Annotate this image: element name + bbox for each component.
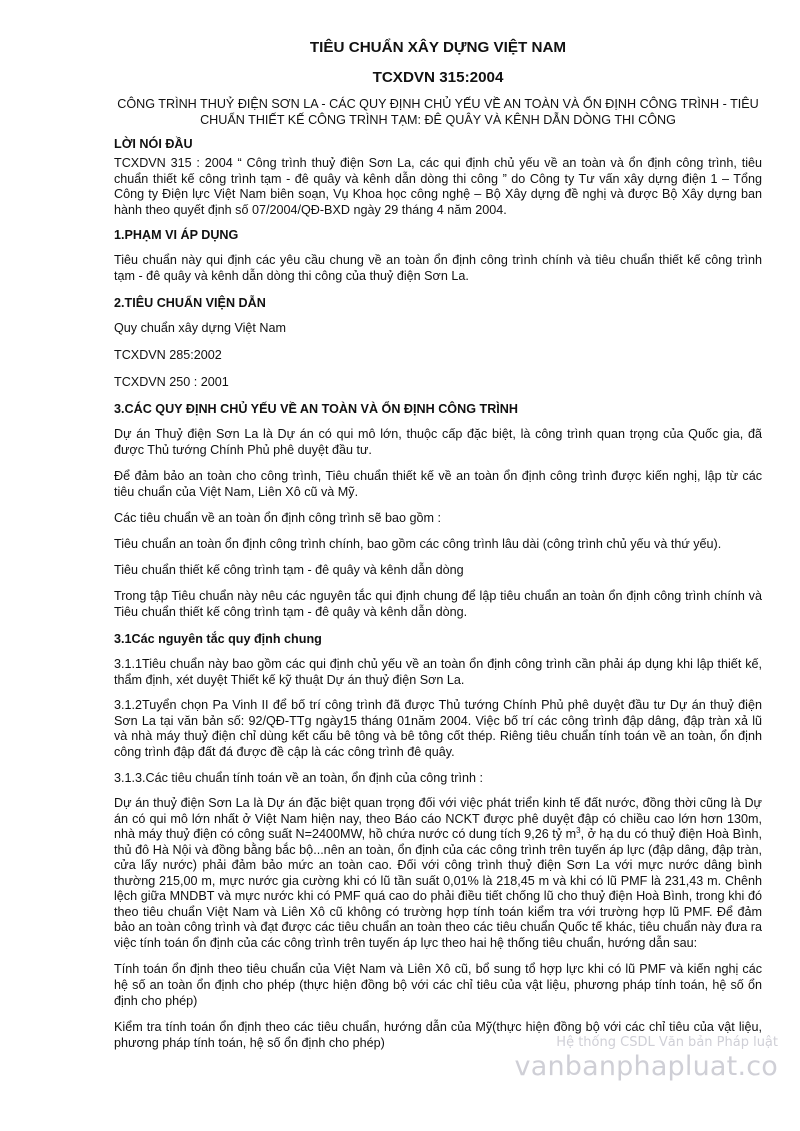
reference-item: TCXDVN 285:2002	[114, 348, 222, 362]
section3-paragraph: Để đảm bảo an toàn cho công trình, Tiêu chuẩn thiết kế về an toàn ổn định công trình được kiến nghị, lập từ các tiêu chuẩn của Việt Nam, Liên Xô cũ và Mỹ.	[114, 469, 762, 499]
section1-heading: 1.PHẠM VI ÁP DỤNG	[114, 228, 239, 242]
body-text-a: Dự án thuỷ điện Sơn La là Dự án đặc biệt quan trọng đối với việc phát triển kinh tế đất nước, đồng thời cũng là Dự án có qui mô lớn nhất ở Việt Nam hiện nay, theo Báo cáo NCKT được phê duyệt đập có chiều cao lớn hơn 130m, nhà máy thuỷ điện có công suất N=2400MW, hồ chứa nước có dung tích 9,26 tỷ m	[114, 796, 762, 841]
section2-heading: 2.TIÊU CHUẨN VIỆN DẪN	[114, 296, 266, 310]
section1-text: Tiêu chuẩn này qui định các yêu cầu chung về an toàn ổn định công trình chính và tiêu chuẩn thiết kế công trình tạm - đê quây và kênh dẫn dòng thi công của thuỷ điện Sơn La.	[114, 253, 762, 283]
clause-3-1-3-body	[114, 796, 762, 951]
watermark-line2: vanbanphapluat.co	[514, 1051, 778, 1082]
document-subtitle: CÔNG TRÌNH THUỶ ĐIỆN SƠN LA - CÁC QUY ĐỊNH CHỦ YẾU VỀ AN TOÀN VÀ ỔN ĐỊNH CÔNG TRÌNH - TIÊU CHUẨN THIẾT KẾ CÔNG TRÌNH TẠM: ĐÊ QUÂY VÀ KÊNH DẪN DÒNG THI CÔNG	[117, 97, 759, 127]
foreword-text: TCXDVN 315 : 2004 “ Công trình thuỷ điện Sơn La, các qui định chủ yếu về an toàn và ổn định công trình, tiêu chuẩn thiết kế công trình tạm - đê quây và kênh dẫn dòng thi công ” do Công ty Tư vấn xây dựng điện 1 – Tổng Công ty Điện lực Việt Nam biên soạn, Vụ Khoa học công nghệ – Bộ Xây dựng đề nghị và được Bộ Xây dựng ban hành theo quyết định số 07/2004/QĐ-BXD ngày 29 tháng 4 năm 2004.	[114, 156, 762, 217]
section3-paragraph: Dự án Thuỷ điện Sơn La là Dự án có qui mô lớn, thuộc cấp đặc biệt, là công trình quan trọng của Quốc gia, đã được Thủ tướng Chính Phủ phê duyệt đầu tư.	[114, 427, 762, 457]
clause-3-1-2: 3.1.2Tuyển chọn Pa Vinh II để bố trí công trình đã được Thủ tướng Chính Phủ phê duyệt đầu tư Dự án thuỷ điện Sơn La tại văn bản số: 92/QĐ-TTg ngày15 tháng 01năm 2004. Việc bố trí các công trình đập dâng, đập tràn xả lũ và nhà máy thuỷ điện chỉ dùng kết cấu bê tông và bê tông cốt thép. Riêng tiêu chuẩn tính toán về an toàn, ổn định công trình đập đất đá được đề cập là các công trình đê quây.	[114, 698, 762, 759]
clause-3-1-3: 3.1.3.Các tiêu chuẩn tính toán về an toàn, ổn định của công trình :	[114, 771, 483, 785]
section3-paragraph: Trong tập Tiêu chuẩn này nêu các nguyên tắc qui định chung để lập tiêu chuẩn an toàn ổn định công trình chính và Tiêu chuẩn thiết kế công trình tạm - đê quây và kênh dẫn dòng.	[114, 589, 762, 619]
clause-3-1-1: 3.1.1Tiêu chuẩn này bao gồm các qui định chủ yếu về an toàn ổn định công trình cần phải áp dụng khi lập thiết kế, thẩm định, xét duyệt Thiết kế kỹ thuật Dự án thuỷ điện Sơn La.	[114, 657, 762, 687]
section3-paragraph: Tiêu chuẩn thiết kế công trình tạm - đê quây và kênh dẫn dòng	[114, 563, 464, 577]
watermark-line1: Hệ thống CSDL Văn bản Pháp luật	[556, 1035, 778, 1050]
reference-item: TCXDVN 250 : 2001	[114, 375, 229, 389]
section3-paragraph: Tiêu chuẩn an toàn ổn định công trình chính, bao gồm các công trình lâu dài (công trình chủ yếu và thứ yếu).	[114, 537, 722, 551]
standard-code: TCXDVN 315:2004	[372, 69, 504, 86]
reference-item: Quy chuẩn xây dựng Việt Nam	[114, 321, 287, 335]
watermark	[515, 1035, 778, 1083]
calc-vn-paragraph: Tính toán ổn định theo tiêu chuẩn của Việt Nam và Liên Xô cũ, bổ sung tổ hợp lực khi có lũ PMF và kiến nghị các hệ số an toàn ổn định cho phép (thực hiện đồng bộ với các chỉ tiêu của vật liệu, phương pháp tính toán, hệ số ổn định cho phép)	[114, 962, 762, 1008]
section3-paragraph: Các tiêu chuẩn về an toàn ổn định công trình sẽ bao gồm :	[114, 511, 441, 525]
superscript-cubic: 3	[576, 825, 581, 835]
document-title: TIÊU CHUẨN XÂY DỰNG VIỆT NAM	[309, 39, 567, 56]
section3-heading: 3.CÁC QUY ĐỊNH CHỦ YẾU VỀ AN TOÀN VÀ ỔN ĐỊNH CÔNG TRÌNH	[114, 402, 518, 416]
check-us-paragraph: Kiểm tra tính toán ổn định theo các tiêu chuẩn, hướng dẫn của Mỹ(thực hiện đồng bộ với các chỉ tiêu của vật liệu, phương pháp tính toán, hệ số ổn định cho phép)	[114, 1020, 762, 1050]
body-text-b: , ở hạ du có thuỷ điện Hoà Bình, thủ đô Hà Nội và đồng bằng bắc bộ...nên an toàn, ổn định của các công trình trên tuyến áp lực (đập dâng, đập tràn, cửa lấy nước) phải đảm bảo mức an toàn cao. Đối với công trình thuỷ điện Sơn La với mực nước dâng bình thường 215,00 m, mực nước gia cường khi có lũ tần suất 0,01% là 218,45 m và khi có lũ PMF là 231,43 m. Chênh lệch giữa MNDBT và mực nước khi có PMF quá cao do phải điều tiết chống lũ cho thuỷ điện Hoà Bình, trong khi đó theo tiêu chuẩn Việt Nam và Liên Xô cũ không có trường hợp tính toán kiểm tra với trường hợp lũ PMF. Để đảm bảo an toàn công trình và đạt được các tiêu chuẩn an toàn theo các tiêu chuẩn Quốc tế khác, tiêu chuẩn này đưa ra việc tính toán ổn định của các công trình trên tuyến áp lực theo hai hệ thống tiêu chuẩn, hướng dẫn sau:	[114, 827, 762, 950]
foreword-heading: LỜI NÓI ĐẦU	[114, 137, 193, 151]
section31-heading: 3.1Các nguyên tắc quy định chung	[114, 632, 322, 646]
